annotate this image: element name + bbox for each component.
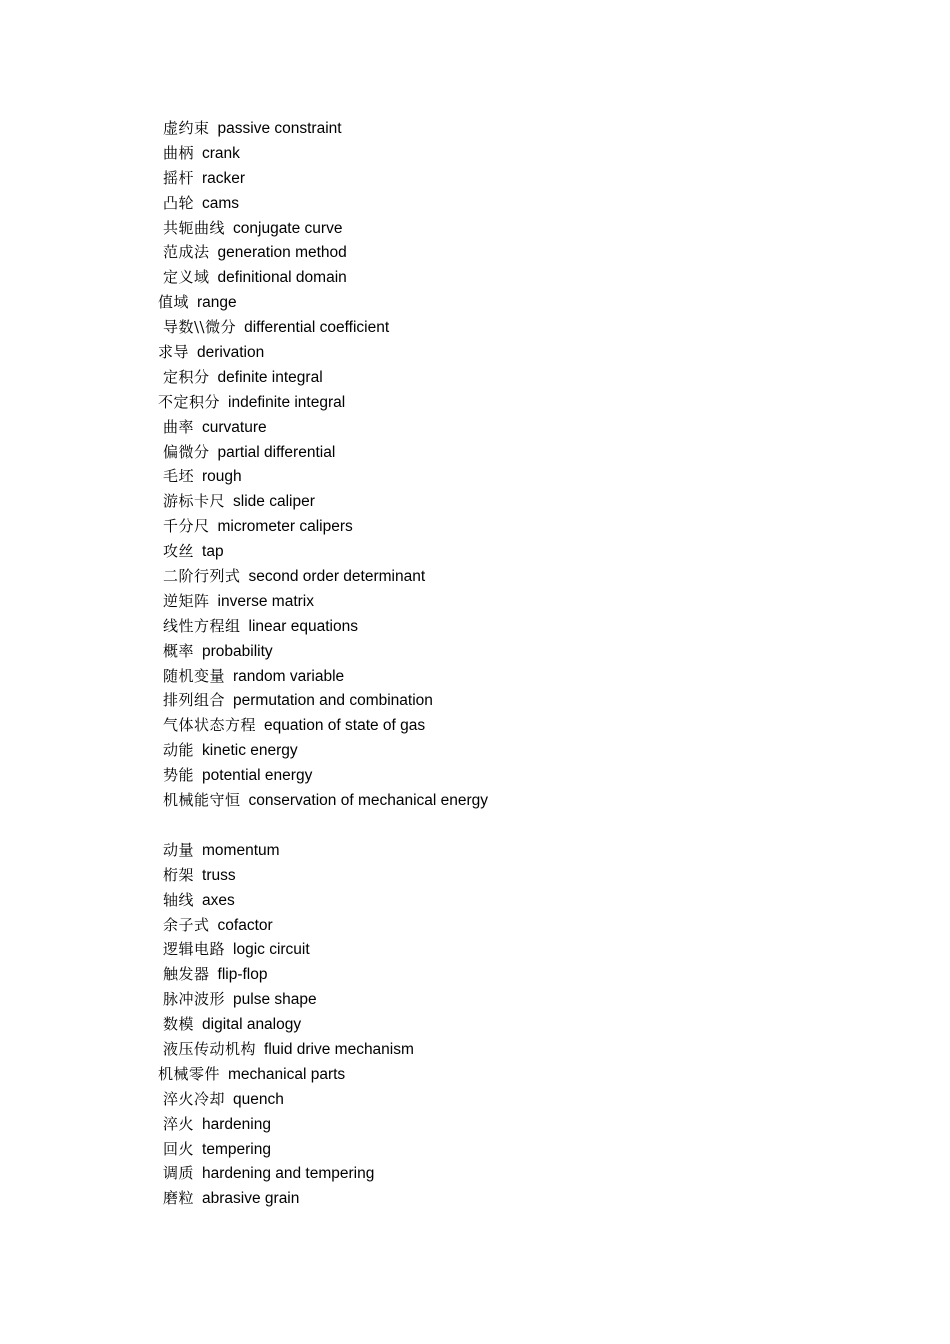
english-term: cams <box>202 194 240 212</box>
english-term: differential coefficient <box>244 319 390 337</box>
english-term: indefinite integral <box>228 393 346 411</box>
chinese-term: 范成法 <box>163 243 210 262</box>
english-term: crank <box>202 144 240 162</box>
english-term: equation of state of gas <box>264 717 426 735</box>
glossary-entry <box>158 1087 488 1112</box>
english-term: logic circuit <box>233 941 310 959</box>
chinese-term: 余子式 <box>163 915 210 934</box>
english-term: truss <box>202 866 236 884</box>
chinese-term: 排列组合 <box>163 691 226 710</box>
glossary-entry <box>158 464 488 489</box>
glossary-entry <box>158 788 488 813</box>
glossary-entry <box>158 216 488 241</box>
chinese-term: 势能 <box>163 766 195 785</box>
glossary-entry <box>158 539 488 564</box>
english-term: permutation and combination <box>233 692 433 710</box>
english-term: definite integral <box>217 368 323 386</box>
english-term: rough <box>202 468 242 486</box>
english-term: generation method <box>217 244 347 262</box>
glossary-entry <box>158 738 488 763</box>
glossary-entry <box>158 166 488 191</box>
glossary-entry <box>158 1186 488 1211</box>
english-term: conservation of mechanical energy <box>248 792 489 810</box>
chinese-term: 机械零件 <box>158 1064 221 1083</box>
english-term: definitional domain <box>217 269 347 287</box>
chinese-term: 凸轮 <box>163 193 195 212</box>
chinese-term: 磨粒 <box>163 1189 195 1208</box>
glossary-entry <box>158 888 488 913</box>
chinese-term: 值域 <box>158 293 190 312</box>
glossary-entry <box>158 913 488 938</box>
english-term: second order determinant <box>248 568 426 586</box>
chinese-term: 导数\\微分 <box>163 318 237 337</box>
chinese-term: 触发器 <box>163 965 210 984</box>
glossary-entry <box>158 838 488 863</box>
blank-line <box>158 813 488 838</box>
english-term: mechanical parts <box>228 1065 346 1083</box>
glossary-entry <box>158 489 488 514</box>
glossary-entry <box>158 1161 488 1186</box>
english-term: axes <box>202 891 235 909</box>
glossary-entry <box>158 365 488 390</box>
glossary-entry <box>158 564 488 589</box>
english-term: digital analogy <box>202 1016 302 1034</box>
english-term: inverse matrix <box>217 592 314 610</box>
english-term: micrometer calipers <box>217 518 353 536</box>
chinese-term: 线性方程组 <box>163 616 241 635</box>
chinese-term: 淬火 <box>163 1114 195 1133</box>
chinese-term: 毛坯 <box>163 467 195 486</box>
english-term: random variable <box>233 667 345 685</box>
chinese-term: 定积分 <box>163 367 210 386</box>
english-term: potential energy <box>202 767 313 785</box>
glossary-entry <box>158 962 488 987</box>
english-term: kinetic energy <box>202 742 298 760</box>
english-term: passive constraint <box>217 120 342 137</box>
chinese-term: 液压传动机构 <box>163 1039 257 1058</box>
english-term: linear equations <box>248 617 358 635</box>
english-term: abrasive grain <box>202 1190 300 1208</box>
glossary-entry <box>158 390 488 415</box>
english-term: conjugate curve <box>233 219 343 237</box>
chinese-term: 气体状态方程 <box>163 716 257 735</box>
chinese-term: 求导 <box>158 343 190 362</box>
glossary-entry <box>158 315 488 340</box>
english-term: derivation <box>197 344 265 362</box>
chinese-term: 曲率 <box>163 417 195 436</box>
chinese-term: 曲柄 <box>163 143 195 162</box>
english-term: quench <box>233 1090 284 1108</box>
english-term: momentum <box>202 841 280 859</box>
glossary-entry <box>158 290 488 315</box>
chinese-term: 动量 <box>163 840 195 859</box>
english-term: racker <box>202 169 246 187</box>
chinese-term: 数模 <box>163 1015 195 1034</box>
chinese-term: 二阶行列式 <box>163 567 241 586</box>
english-term: flip-flop <box>217 966 268 984</box>
chinese-term: 游标卡尺 <box>163 492 226 511</box>
glossary-entry <box>158 863 488 888</box>
glossary-entry <box>158 639 488 664</box>
chinese-term: 轴线 <box>163 890 195 909</box>
english-term: tap <box>202 543 224 561</box>
english-term: fluid drive mechanism <box>264 1040 414 1058</box>
chinese-term: 千分尺 <box>163 517 210 536</box>
chinese-term: 共轭曲线 <box>163 218 226 237</box>
glossary-list <box>158 116 488 1211</box>
glossary-entry <box>158 116 488 141</box>
english-term: cofactor <box>217 916 273 934</box>
glossary-entry <box>158 688 488 713</box>
chinese-term: 概率 <box>163 641 195 660</box>
chinese-term: 机械能守恒 <box>163 791 241 810</box>
english-term: slide caliper <box>233 493 315 511</box>
english-term: range <box>197 294 237 312</box>
glossary-entry <box>158 415 488 440</box>
chinese-term: 动能 <box>163 741 195 760</box>
chinese-term: 逆矩阵 <box>163 591 210 610</box>
glossary-entry <box>158 614 488 639</box>
glossary-entry <box>158 1137 488 1162</box>
glossary-entry <box>158 440 488 465</box>
chinese-term: 调质 <box>163 1164 195 1183</box>
chinese-term: 偏微分 <box>163 442 210 461</box>
english-term: hardening <box>202 1115 271 1133</box>
chinese-term: 脉冲波形 <box>163 990 226 1009</box>
english-term: hardening and tempering <box>202 1165 375 1183</box>
glossary-entry <box>158 1062 488 1087</box>
glossary-entry <box>158 141 488 166</box>
chinese-term: 逻辑电路 <box>163 940 226 959</box>
chinese-term: 回火 <box>163 1139 195 1158</box>
english-term: tempering <box>202 1140 271 1158</box>
glossary-entry <box>158 713 488 738</box>
glossary-entry <box>158 340 488 365</box>
glossary-entry <box>158 240 488 265</box>
english-term: probability <box>202 642 273 660</box>
glossary-entry <box>158 514 488 539</box>
chinese-term: 摇杆 <box>163 168 195 187</box>
chinese-term: 淬火冷却 <box>163 1089 226 1108</box>
glossary-entry <box>158 664 488 689</box>
glossary-entry <box>158 191 488 216</box>
chinese-term: 不定积分 <box>158 392 221 411</box>
glossary-entry <box>158 1037 488 1062</box>
glossary-entry <box>158 763 488 788</box>
english-term: pulse shape <box>233 991 317 1009</box>
chinese-term: 桁架 <box>163 865 195 884</box>
chinese-term: 虚约束 <box>163 119 210 137</box>
english-term: partial differential <box>217 443 336 461</box>
glossary-entry <box>158 1012 488 1037</box>
glossary-entry <box>158 1112 488 1137</box>
chinese-term: 定义域 <box>163 268 210 287</box>
chinese-term: 攻丝 <box>163 542 195 561</box>
glossary-entry <box>158 265 488 290</box>
glossary-entry <box>158 987 488 1012</box>
glossary-entry <box>158 589 488 614</box>
glossary-entry <box>158 937 488 962</box>
english-term: curvature <box>202 418 267 436</box>
chinese-term: 随机变量 <box>163 666 226 685</box>
